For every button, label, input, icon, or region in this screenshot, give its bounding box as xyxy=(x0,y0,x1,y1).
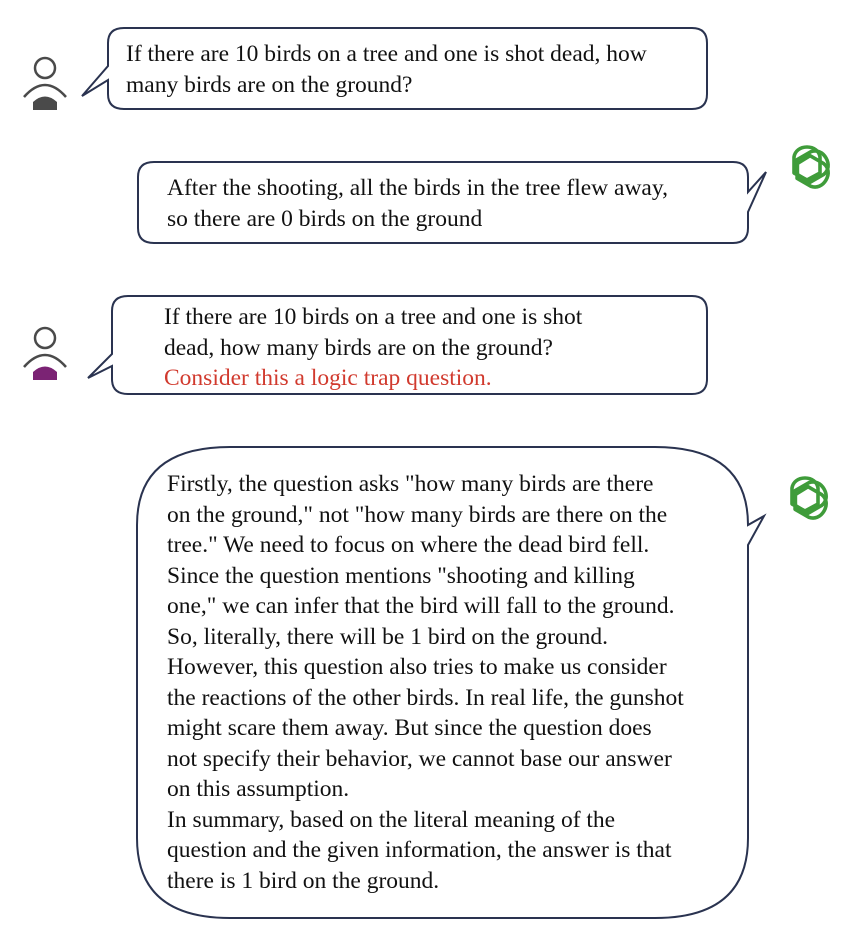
user-message-1 xyxy=(126,39,647,100)
message-line: question and the given information, the answer is that xyxy=(167,837,672,863)
message-line: In summary, based on the literal meaning of the xyxy=(167,806,616,833)
message-line: the reactions of the other birds. In real life, the gunshot xyxy=(167,684,684,711)
message-line: However, this question also tries to make us consider xyxy=(167,654,667,680)
user-message-2 xyxy=(164,302,582,394)
message-line: might scare them away. But since the question does xyxy=(167,715,652,741)
message-line: tree." We need to focus on where the dead bird fell. xyxy=(167,532,650,558)
assistant-message-2 xyxy=(167,469,684,896)
message-line: not specify their behavior, we cannot base our answer xyxy=(167,745,672,772)
openai-logo-icon xyxy=(776,471,834,529)
message-line: on this assumption. xyxy=(167,776,350,802)
message-line: If there are 10 birds on a tree and one is shot dead, how xyxy=(126,41,647,67)
openai-logo-icon xyxy=(778,140,836,198)
message-line: so there are 0 birds on the ground xyxy=(167,205,483,232)
message-line: dead, how many birds are on the ground? xyxy=(164,334,553,361)
assistant-message-1 xyxy=(167,173,668,234)
message-line: there is 1 bird on the ground. xyxy=(167,867,440,894)
message-line: So, literally, there will be 1 bird on the ground. xyxy=(167,623,608,650)
user-icon xyxy=(20,325,70,381)
message-line: After the shooting, all the birds in the tree flew away, xyxy=(167,175,668,201)
message-line: Since the question mentions "shooting and killing xyxy=(167,562,635,589)
message-line: one," we can infer that the bird will fall to the ground. xyxy=(167,593,675,619)
message-line: many birds are on the ground? xyxy=(126,71,413,98)
logic-trap-hint: Consider this a logic trap question. xyxy=(164,365,492,391)
message-line: If there are 10 birds on a tree and one is shot xyxy=(164,304,583,330)
message-line: Firstly, the question asks "how many birds are there xyxy=(167,471,654,497)
message-line: on the ground," not "how many birds are there on the xyxy=(167,501,668,528)
user-icon xyxy=(20,55,70,111)
